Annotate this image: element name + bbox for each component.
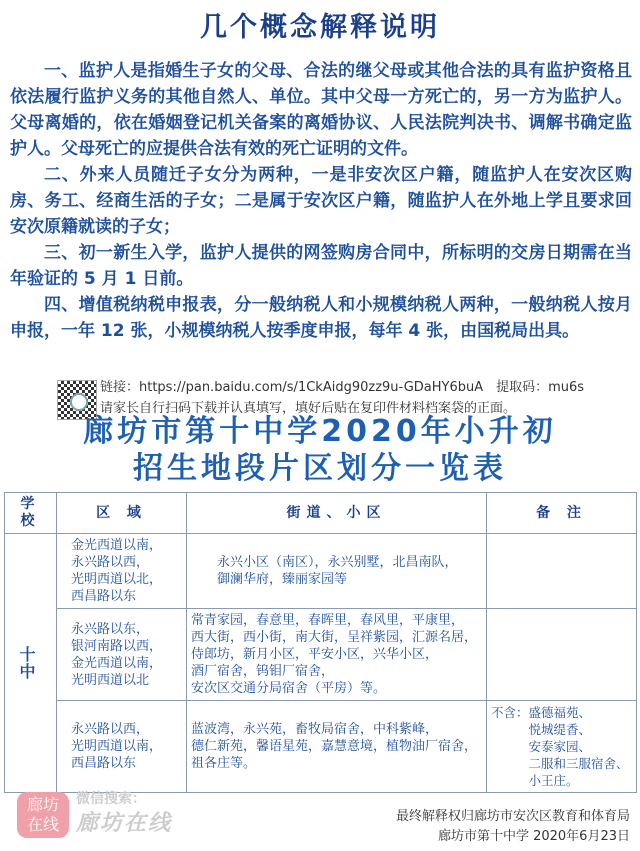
area-cell-line: 光明西道以北， (71, 572, 163, 587)
area-cell-line: 永兴路以东， (71, 621, 150, 637)
streets-cell-line: 安次区交通分局宿舍（平房）等。 (191, 681, 387, 696)
table-title (0, 413, 640, 487)
streets-cell-line: 西大街，西小街，南大街，呈祥紫园，汇源名居， (191, 630, 478, 645)
streets-cell-line: 祖各庄等。 (191, 756, 257, 771)
footer-date: 廊坊市第十中学 2020年6月23日 (437, 829, 630, 844)
table-title-line: 廊坊市第十中学2020年小升初 (83, 414, 557, 449)
area-cell-line: 金光西道以南， (71, 655, 163, 671)
note-cell (487, 701, 637, 793)
header-note: 备 注 (487, 493, 637, 534)
header-streets: 街道、小区 (187, 493, 487, 534)
area-cell (57, 609, 187, 701)
note-cell-line: 安泰家园、 (491, 739, 592, 754)
paragraph: 三、初一新生入学，监护人提供的网签购房合同中，所标明的交房日期需在当年验证的 5 月 1 日前。 (10, 243, 632, 289)
download-link[interactable]: 链接：https://pan.baidu.com/s/1CkAidg90zz9u-GDaHY6buA 提取码：mu6s (100, 380, 585, 395)
area-cell-line: 永兴路以西， (71, 722, 150, 737)
streets-cell-line: 德仁新苑，馨语星苑，嘉慧意境，植物油厂宿舍， (191, 739, 478, 754)
area-cell-line: 永兴路以西， (71, 555, 150, 570)
paragraph: 二、外来人员随迁子女分为两种，一是非安次区户籍，随监护人在安次区购房、务工、经商生活的子女；二是属于安次区户籍，随监护人在外地上学且要求回安次原籍就读的子女； (10, 165, 632, 237)
area-cell-line: 金光西道以南， (71, 538, 163, 553)
streets-cell (187, 701, 487, 793)
note-cell-line: 不含：盛德福苑、 (491, 705, 592, 720)
footer-authority: 最终解释权归廊坊市安次区教育和体育局 (395, 809, 630, 824)
streets-cell-line: 蓝波湾，永兴苑，畜牧局宿舍，中科紫峰， (191, 722, 439, 737)
table-row (5, 609, 637, 701)
header-school: 学 校 (5, 493, 57, 534)
watermark-logo: 廊坊在线 (17, 792, 69, 838)
page-title: 几个概念解释说明 (200, 12, 440, 43)
area-cell-line: 银河南路以西， (71, 638, 163, 654)
area-cell-line: 光明西道以北 (71, 672, 150, 688)
area-cell-line: 西昌路以东 (71, 756, 137, 771)
streets-cell (187, 534, 487, 609)
note-cell-line: 小王庄。 (491, 773, 579, 788)
streets-cell-line: 常青家园，春意里，春晖里，春风里，平康里， (191, 613, 465, 628)
note-cell (487, 609, 637, 701)
watermark-name: 廊坊在线 (76, 811, 173, 836)
paragraph: 一、监护人是指婚生子女的父母、合法的继父母或其他合法的具有监护资格且依法履行监护义务的其他自然人、单位。其中父母一方死亡的，另一方为监护人。父母离婚的，依在婚姻登记机关备案的离婚协议、人民法院判决书、调解书确定监护人。父母死亡的应提供合法有效的死亡证明的文件。 (10, 61, 632, 159)
watermark-search: 微信搜索： (76, 791, 146, 807)
instruction-text: 请家长自行扫码下载并认真填写，填好后贴在复印件材料档案袋的正面。 (100, 401, 517, 416)
note-cell-line: 二服和三服宿舍、 (491, 756, 629, 771)
table-row (5, 534, 637, 609)
table-row (5, 701, 637, 793)
streets-cell (187, 609, 487, 701)
header-area: 区 域 (57, 493, 187, 534)
table-header-row (5, 493, 637, 534)
streets-cell-line: 侍郎坊，新月小区，平安小区，兴华小区， (191, 647, 439, 662)
note-cell-line: 悦城缇香、 (491, 722, 592, 737)
district-table (4, 492, 637, 793)
note-cell (487, 534, 637, 609)
footer (396, 807, 630, 847)
paragraph: 四、增值税纳税申报表，分一般纳税人和小规模纳税人两种，一般纳税人按月申报，一年 12 张，小规模纳税人按季度申报，每年 4 张，由国税局出具。 (10, 295, 632, 341)
concept-paragraphs (10, 58, 632, 344)
area-cell-line: 光明西道以南， (71, 739, 163, 754)
streets-cell-line: 酒厂宿舍，钨钼厂宿舍， (191, 664, 335, 679)
area-cell (57, 534, 187, 609)
streets-cell-line: 御澜华府，臻丽家园等 (217, 572, 348, 587)
table-title-line: 招生地段片区划分一览表 (133, 451, 507, 486)
area-cell-line: 西昌路以东 (71, 589, 137, 604)
area-cell (57, 701, 187, 793)
streets-cell-line: 永兴小区（南区），永兴别墅，北昌南队， (217, 555, 458, 570)
school-cell: 十 中 (5, 534, 57, 793)
